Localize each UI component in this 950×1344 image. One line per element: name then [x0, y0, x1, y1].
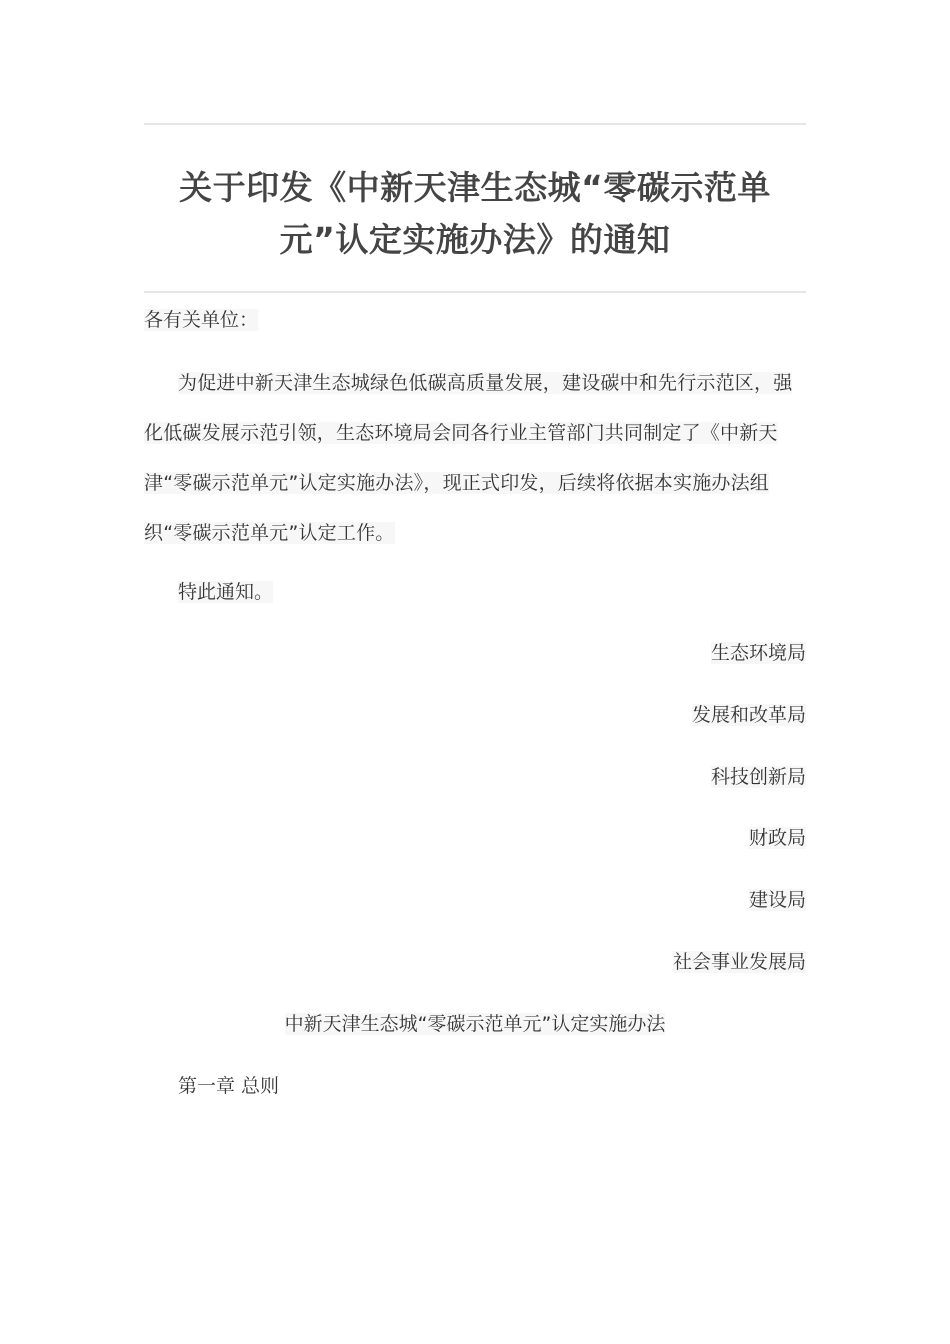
closing-line: [144, 578, 806, 606]
body-paragraph: [144, 358, 806, 558]
salutation-text: 各有关单位：: [144, 309, 259, 331]
signatory: [711, 763, 806, 791]
signatory-name: 社会事业发展局: [672, 951, 806, 973]
signatory: [692, 701, 806, 729]
closing-text: 特此通知。: [178, 581, 274, 603]
chapter-heading: [144, 1072, 806, 1100]
signatory: [711, 639, 806, 667]
top-divider: [144, 123, 806, 125]
body-paragraph-text: 为促进中新天津生态城绿色低碳高质量发展，建设碳中和先行示范区，强化低碳发展示范引领，生态环境局会同各行业主管部门共同制定了《中新天津“零碳示范单元”认定实施办法》，现正式印发，后续将依据本实施办法组织“零碳示范单元”认定工作。: [144, 372, 793, 544]
chapter-heading-text: 第一章 总则: [178, 1075, 280, 1097]
signatory-name: 财政局: [748, 827, 806, 849]
salutation: [144, 306, 806, 334]
attachment-title: [144, 1010, 806, 1038]
document-title: 关于印发《中新天津生态城“零碳示范单元”认定实施办法》的通知: [179, 168, 771, 259]
title-divider: [144, 291, 806, 293]
signatory: [749, 824, 806, 852]
signatory-name: 建设局: [748, 889, 806, 911]
signatory-name: 发展和改革局: [691, 704, 806, 726]
attachment-title-text: 中新天津生态城“零碳示范单元”认定实施办法: [284, 1013, 666, 1035]
signatory-name: 生态环境局: [710, 642, 806, 664]
signatory-name: 科技创新局: [710, 766, 806, 788]
signatory: [749, 886, 806, 914]
signatory: [673, 948, 806, 976]
